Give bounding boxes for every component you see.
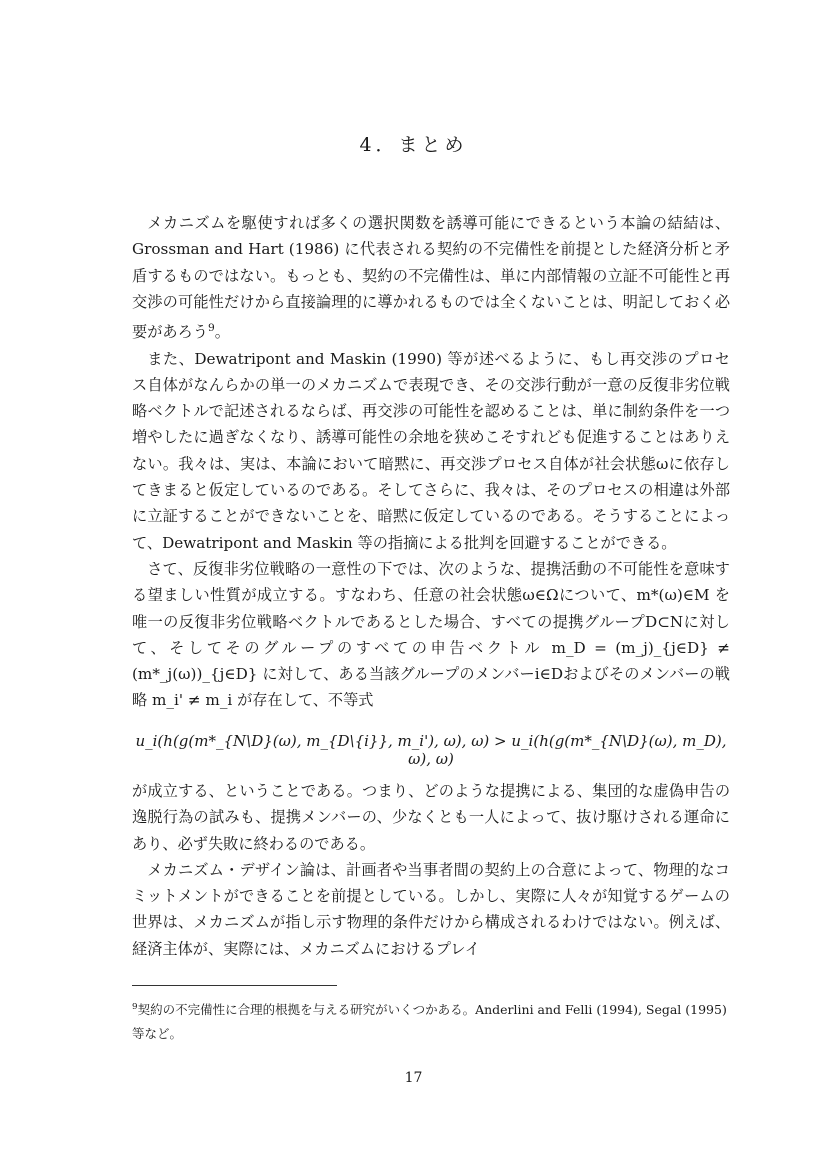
paragraph: が成立する、ということである。つまり、どのような提携による、集団的な虚偽申告の逸脱行為の試みも、提携メンバーの、少なくとも一人によって、抜け駆けされる運命にあり、必ず失敗に終わるのである。 xyxy=(132,782,730,853)
footnote-marker: 9 xyxy=(132,1002,138,1012)
footnote-divider xyxy=(132,985,337,986)
paragraph: メカニズムを駆使すれば多くの選択関数を誘導可能にできるという本論の結結は、Grossman and Hart (1986) に代表される契約の不完備性を前提とした経済分析と矛盾するものではない。もっとも、契約の不完備性は、単に内部情報の立証不可能性と再交渉の可能性だけから直接論理的に導かれるものでは全くないことは、明記しておく必要があろう$^9$。 xyxy=(132,214,731,342)
section-heading: 4．まとめ xyxy=(359,134,468,156)
body-text-block xyxy=(132,210,730,714)
paragraph: さて、反復非劣位戦略の一意性の下では、次のような、提携活動の不可能性を意味する望ましい性質が成立する。すなわち、任意の社会状態ω∈Ωについて、m*(ω)∈M を唯一の反復非劣位戦略ベクトルであるとした場合、すべての提携グループD⊂Nに対して、そしてそのグループのすべての申告ベクトル m_D = (m_j)_{j∈D} ≠ (m*_j(ω))_{j∈D} に対して、ある当該グループのメンバーi∈Dおよびそのメンバーの戦略 m_i' ≠ m_i が存在して、不等式 xyxy=(132,559,730,710)
inequality-equation: u_i(h(g(m*_{N\D}(ω), m_{D\{i}}, m_i'), ω), ω) > u_i(h(g(m*_{N\D}(ω), m_D), ω), ω) xyxy=(135,732,727,768)
paragraph: メカニズム・デザイン論は、計画者や当事者間の契約上の合意によって、物理的なコミットメントができることを前提としている。しかし、実際に人々が知覚するゲームの世界は、メカニズムが指し示す物理的条件だけから構成されるわけではない。例えば、経済主体が、実際には、メカニズムにおけるプレイ xyxy=(132,860,730,958)
paragraph: また、Dewatripont and Maskin (1990) 等が述べるように、もし再交渉のプロセス自体がなんらかの単一のメカニズムで表現でき、その交渉行動が一意の反復非劣位戦略ベクトルで記述されるならば、再交渉の可能性を認めることは、単に制約条件を一つ増やしたに過ぎなくなり、誘導可能性の余地を狭めこそすれども促進することはありえない。我々は、実は、本論において暗黙に、再交渉プロセス自体が社会状態ωに依存してきまると仮定しているのである。そしてさらに、我々は、そのプロセスの相違は外部に立証することができないことを、暗黙に仮定しているのである。そうすることによって、Dewatripont and Maskin 等の指摘による批判を回避することができる。 xyxy=(132,349,730,552)
paragraph-text: メカニズムを駆使すれば多くの選択関数を誘導可能にできるという本論の結結は、Grossman and Hart (1986) に代表される契約の不完備性を前提とした経済分析と矛盾するものではない。もっとも、契約の不完備性は、単に内部情報の立証不可能性と再交渉の可能性だけから直接論理的に導かれるものでは全くないことは、明記しておく必要があろう xyxy=(132,214,731,342)
body-text-block-continued xyxy=(132,778,730,962)
footnote-text: 契約の不完備性に合理的根拠を与える研究がいくつかある。Anderlini and Felli (1994), Segal (1995) 等など。 xyxy=(132,1002,727,1042)
page-number: 17 xyxy=(404,1070,423,1086)
footnote-reference: 9 xyxy=(207,321,215,335)
footnote xyxy=(132,995,730,1046)
